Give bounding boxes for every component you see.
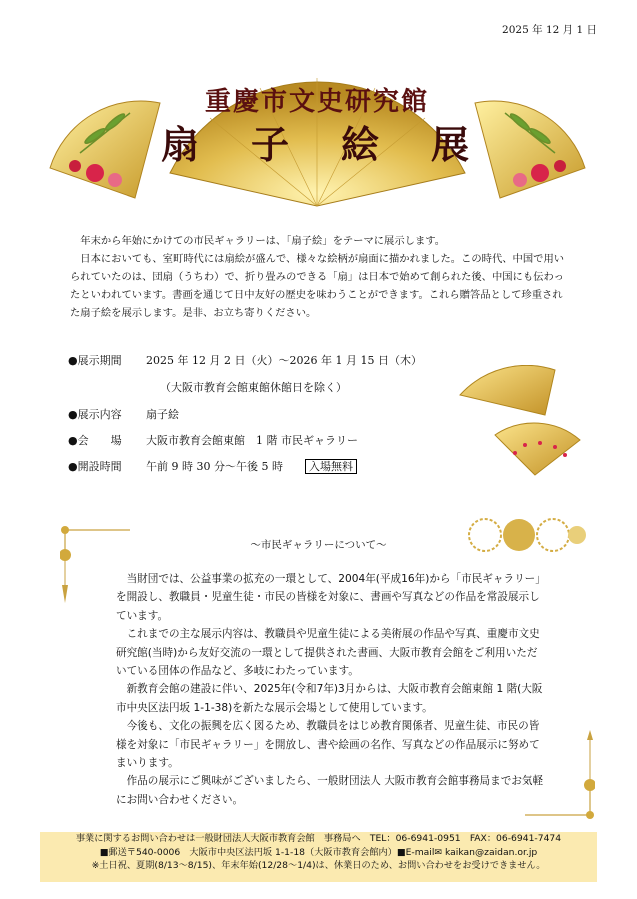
venue-label: ●会 場 — [68, 434, 122, 447]
about-paragraph: 当財団では、公益事業の拡充の一環として、2004年(平成16年)から「市民ギャラリー」を開設し、教職員・児童生徒・市民の皆様を対象に、書画や写真などの作品を常設展示しています。 — [116, 573, 546, 622]
hours-label: ●開設時間 — [68, 460, 122, 473]
exhibition-organizer-title: 重慶市文史研究館 — [204, 87, 430, 117]
title-char-1: 扇 — [160, 122, 200, 167]
content-label: ●展示内容 — [68, 408, 122, 421]
about-paragraph: 新教育会館の建設に伴い、2025年(令和7年)3月からは、大阪市教育会館東館 1 階(大阪市中央区法円坂 1-1-38)を新たな展示会場として使用しています。 — [116, 683, 543, 714]
folding-fan-header-illustration — [40, 58, 595, 208]
about-gallery-body — [116, 570, 546, 809]
footer-address-line: ■郵送〒540-0006 大阪市中央区法円坂 1-1-18（大阪市教育会館内）■E-mail✉ kaikan@zaidan.or.jp — [99, 846, 538, 858]
title-char-3: 絵 — [340, 122, 380, 167]
gold-fans-illustration — [455, 365, 585, 480]
period-row — [68, 352, 422, 368]
document-date: 2025 年 12 月 1 日 — [502, 24, 597, 36]
period-value: 2025 年 12 月 2 日（火）～2026 年 1 月 15 日（木） — [146, 354, 422, 367]
contact-footer — [40, 832, 597, 882]
period-note: （大阪市教育会館東館休館日を除く） — [160, 381, 347, 394]
about-paragraph: 今後も、文化の振興を広く図るため、教職員をはじめ教育関係者、児童生徒、市民の皆様を対象に「市民ギャラリー」を開放し、書や絵画の名作、写真などの作品展示に努めてまいります。 — [116, 720, 540, 770]
title-char-4: 展 — [430, 122, 470, 167]
footer-contact-line: 事業に関するお問い合わせは一般財団法人大阪市教育会館 事務局へ TEL：06-6941-0951 FAX：06-6941-7474 — [75, 833, 562, 844]
free-admission-badge: 入場無料 — [305, 459, 357, 474]
hours-value: 午前 9 時 30 分～午後 5 時 — [146, 460, 283, 473]
title-char-2: 子 — [250, 122, 290, 167]
about-paragraph: これまでの主な展示内容は、教職員や児童生徒による美術展の作品や写真、重慶市文史研究館(当時)から友好交流の一環として提供された書画、大阪市教育会館をご利用いただいている団体の作品など、多岐にわたっています。 — [116, 628, 540, 678]
venue-value: 大阪市教育会館東館 1 階 市民ギャラリー — [146, 434, 358, 447]
about-paragraph: 作品の展示にご興味がございましたら、一般財団法人 大阪市教育会館事務局までお気軽にお問い合わせください。 — [116, 775, 544, 806]
footer-holiday-note: ※土日祝、夏期(8/13～8/15)、年末年始(12/28～1/4)は、休業日のため、お問い合わせをお受けできません。 — [91, 860, 546, 871]
venue-row — [68, 432, 358, 448]
content-value: 扇子絵 — [146, 408, 179, 421]
intro-paragraph: 日本においても、室町時代には扇絵が盛んで、様々な絵柄が扇面に描かれました。この時代、中国で用いられていたのは、団扇（うちわ）で、折り畳みのできる「扇」は日本で始めて創られた後、中国にも伝わったといわれています。書画を通じて日中友好の歴史を味わうことができます。これら贈答品として珍重された扇子絵を展示します。是非、お立ち寄りください。 — [70, 253, 565, 319]
about-gallery-heading: ～市民ギャラリーについて～ — [250, 539, 387, 551]
hours-row — [68, 458, 357, 474]
intro-text — [70, 232, 570, 322]
content-row — [68, 406, 179, 422]
intro-paragraph: 年末から年始にかけての市民ギャラリーは、「扇子絵」をテーマに展示します。 — [80, 235, 446, 247]
period-label: ●展示期間 — [68, 354, 122, 367]
